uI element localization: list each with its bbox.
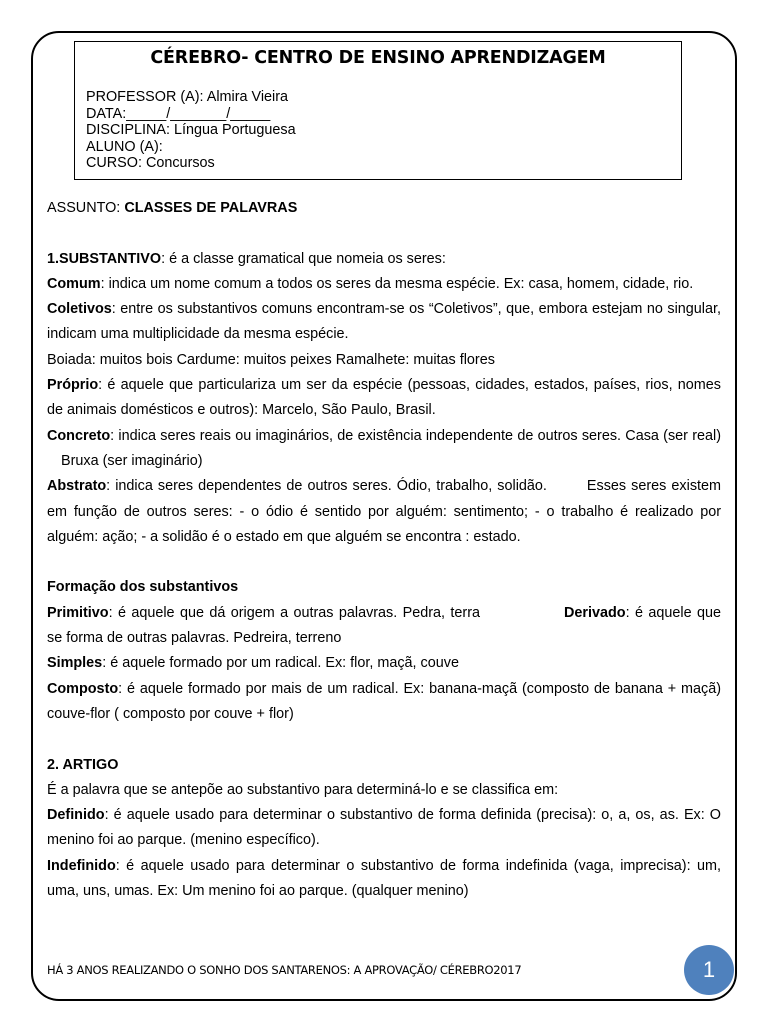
date-line: DATA:_____/_______/_____ (86, 105, 271, 122)
substantivo-heading: 1.SUBSTANTIVO: é a classe gramatical que nomeia os seres: (47, 250, 446, 267)
discipline-line: DISCIPLINA: Língua Portuguesa (86, 122, 296, 139)
document-body (47, 196, 721, 904)
proprio-paragraph: Próprio: é aquele que particulariza um ser da espécie (pessoas, cidades, estados, países, rios, nomes de animais domésticos e outros): Marcelo, São Paulo, Brasil. (47, 377, 721, 419)
simples-paragraph: Simples: é aquele formado por um radical. Ex: flor, maçã, couve (47, 655, 459, 672)
page-number-badge: 1 (684, 945, 734, 995)
artigo-intro: É a palavra que se antepõe ao substantivo para determiná-lo e se classifica em: (47, 781, 559, 798)
student-info (86, 89, 296, 172)
indefinido-paragraph: Indefinido: é aquele usado para determinar o substantivo de forma indefinida (vaga, imprecisa): um, uma, uns, umas. Ex: Um menino foi ao parque. (qualquer menino) (47, 857, 721, 900)
composto-paragraph: Composto: é aquele formado por mais de um radical. Ex: banana-maçã (composto de banana + maçã) couve-flor ( composto por couve + flor) (47, 680, 721, 722)
coletivos-examples: Boiada: muitos bois Cardume: muitos peixes Ramalhete: muitas flores (47, 351, 495, 368)
concreto-paragraph: Concreto: indica seres reais ou imaginários, de existência independente de outros seres. Casa (ser real)Bruxa (ser imaginário) (47, 427, 721, 469)
comum-paragraph: Comum: indica um nome comum a todos os seres da mesma espécie. Ex: casa, homem, cidade, rio. (47, 275, 694, 292)
abstrato-paragraph: Abstrato: indica seres dependentes de outros seres. Ódio, trabalho, solidão. Esses seres existem em função de outros seres: - o ódio é sentido por alguém: sentimento; - o trabalho é realizado por alguém: ação; - a solidão é o estado em que alguém se encontra : estado. (47, 478, 721, 545)
subject-line: ASSUNTO: CLASSES DE PALAVRAS (47, 200, 298, 216)
coletivos-paragraph: Coletivos: entre os substantivos comuns encontram-se os “Coletivos”, que, embora estejam no singular, indicam uma multiplicidade da mesma espécie. (47, 301, 721, 343)
artigo-heading: 2. ARTIGO (47, 756, 119, 773)
formacao-heading: Formação dos substantivos (47, 579, 239, 596)
student-line: ALUNO (A): (86, 138, 163, 155)
definido-paragraph: Definido: é aquele usado para determinar o substantivo de forma definida (precisa): o, a, os, as. Ex: O menino foi ao parque. (menino específico). (47, 807, 721, 849)
primitivo-paragraph: Primitivo: é aquele que dá origem a outras palavras. Pedra, terra Derivado: é aquele que se forma de outras palavras. Pedreira, terreno (47, 604, 721, 647)
header-box (74, 41, 682, 180)
course-line: CURSO: Concursos (86, 155, 215, 172)
school-title: CÉREBRO- CENTRO DE ENSINO APRENDIZAGEM (150, 48, 606, 68)
footer-text: HÁ 3 ANOS REALIZANDO O SONHO DOS SANTARENOS: A APROVAÇÃO/ CÉREBRO2017 (47, 963, 522, 977)
professor-line: PROFESSOR (A): Almira Vieira (86, 89, 289, 105)
